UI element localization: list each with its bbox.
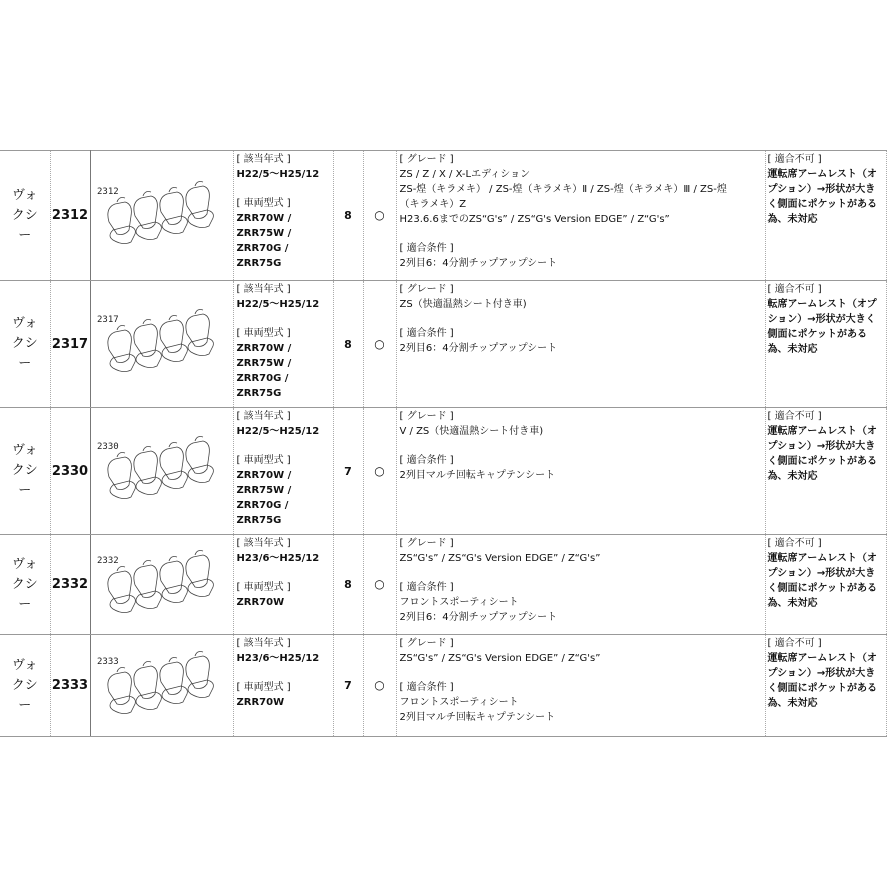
vehicle-info <box>233 535 333 635</box>
years-value: H23/6～H25/12 <box>236 653 320 664</box>
grade-item: ZS-煌（キラメキ） / ZS-煌（キラメキ）Ⅱ / ZS-煌（キラメキ）Ⅲ / ZS-煌 <box>399 184 727 195</box>
incompatible-note <box>765 281 886 408</box>
vehicle-type: ZRR70G / <box>236 500 289 511</box>
grade-conditions <box>396 408 765 535</box>
seat-diagram-cell <box>90 151 233 281</box>
model-name: ヴォクシー <box>11 187 38 243</box>
years-value: H22/5～H25/12 <box>236 299 320 310</box>
grade-item: ZS“G's” / ZS“G's Version EDGE” / Z“G's” <box>399 553 601 564</box>
vehicle-type: ZRR75W / <box>236 358 292 369</box>
condition-item: 2列目6：4分割チップアップシート <box>399 612 558 623</box>
model-name: ヴォクシー <box>11 443 38 498</box>
years-label: [ 該当年式 ] <box>236 538 291 549</box>
years-label: [ 該当年式 ] <box>236 284 291 295</box>
types-label: [ 車両型式 ] <box>236 328 291 339</box>
seat-diagram-cell <box>90 281 233 408</box>
condition-label: [ 適合条件 ] <box>399 455 454 466</box>
incompatible-text: 運転席アームレスト（オプション）→形状が大きく側面にポケットがある為、未対応 <box>767 426 877 482</box>
incompatible-text: 運転席アームレスト（オプション）→形状が大きく側面にポケットがある為、未対応 <box>767 553 877 609</box>
grade-item: ZS（快適温熱シート付き車) <box>399 299 527 310</box>
incompatible-label: [ 適合不可 ] <box>767 638 822 649</box>
incompatible-note <box>765 635 886 737</box>
grade-label: [ グレード ] <box>399 411 454 422</box>
model-name: ヴォクシー <box>11 657 38 713</box>
seat-count: 8 <box>333 151 363 281</box>
incompatible-text: 運転席アームレスト（オプション）→形状が大きく側面にポケットがある為、未対応 <box>767 653 877 709</box>
vehicle-type: ZRR70W / <box>236 213 292 224</box>
incompatible-note <box>765 535 886 635</box>
fit-mark: ○ <box>363 408 396 535</box>
fit-mark: ○ <box>363 535 396 635</box>
model-cell <box>0 151 50 281</box>
incompatible-note <box>765 151 886 281</box>
grade-conditions <box>396 535 765 635</box>
vehicle-type: ZRR70W <box>236 597 285 608</box>
diagram-label: 2333 <box>96 656 119 667</box>
seat-count: 8 <box>333 281 363 408</box>
table-row <box>0 408 886 535</box>
model-cell <box>0 408 50 535</box>
table-row <box>0 281 886 408</box>
grade-item: H23.6.6までのZS“G's” / ZS“G's Version EDGE” / Z“G's” <box>399 214 670 225</box>
table-row <box>0 151 886 281</box>
incompatible-text: 転席アームレスト（オプション）→形状が大きく側面にポケットがある為、未対応 <box>767 299 877 355</box>
years-label: [ 該当年式 ] <box>236 411 291 422</box>
years-value: H22/5～H25/12 <box>236 169 320 180</box>
seat-count: 7 <box>333 408 363 535</box>
diagram-label: 2330 <box>96 442 119 452</box>
grade-conditions <box>396 151 765 281</box>
years-value: H23/6～H25/12 <box>236 553 320 564</box>
grade-label: [ グレード ] <box>399 538 454 549</box>
grade-item: （キラメキ）Z <box>399 199 467 210</box>
condition-label: [ 適合条件 ] <box>399 582 454 593</box>
vehicle-type: ZRR70G / <box>236 373 289 384</box>
fit-mark: ○ <box>363 151 396 281</box>
product-code: 2330 <box>50 408 90 535</box>
condition-item: 2列目マルチ回転キャプテンシート <box>399 712 556 723</box>
grade-item: V / ZS（快適温熱シート付き車) <box>399 426 544 437</box>
condition-label: [ 適合条件 ] <box>399 328 454 339</box>
model-name: ヴォクシー <box>11 316 38 371</box>
seat-diagram-cell <box>90 535 233 635</box>
fit-mark: ○ <box>363 635 396 737</box>
vehicle-type: ZRR75G <box>236 388 282 399</box>
seat-diagram-cell <box>90 408 233 535</box>
seat-diagram-icon <box>95 541 229 629</box>
seat-count: 8 <box>333 535 363 635</box>
vehicle-type: ZRR75W / <box>236 485 292 496</box>
vehicle-type: ZRR75W / <box>236 228 292 239</box>
grade-conditions <box>396 635 765 737</box>
condition-item: 2列目6：4分割チップアップシート <box>399 343 558 354</box>
diagram-label: 2312 <box>96 186 119 197</box>
product-code: 2332 <box>50 535 90 635</box>
condition-label: [ 適合条件 ] <box>399 243 454 254</box>
incompatible-label: [ 適合不可 ] <box>767 538 822 549</box>
grade-item: ZS“G's” / ZS“G's Version EDGE” / Z“G's” <box>399 653 601 664</box>
fit-mark: ○ <box>363 281 396 408</box>
grade-item: ZS / Z / X / X-Lエディション <box>399 169 531 180</box>
model-cell <box>0 281 50 408</box>
model-name: ヴォクシー <box>11 556 38 612</box>
grade-label: [ グレード ] <box>399 284 454 295</box>
product-code: 2312 <box>50 151 90 281</box>
vehicle-info <box>233 635 333 737</box>
condition-item: フロントスポーティシート <box>399 597 519 608</box>
vehicle-type: ZRR70W / <box>236 470 292 481</box>
vehicle-type: ZRR75G <box>236 258 282 269</box>
condition-item: フロントスポーティシート <box>399 697 519 708</box>
incompatible-label: [ 適合不可 ] <box>767 284 822 295</box>
incompatible-note <box>765 408 886 535</box>
grade-label: [ グレード ] <box>399 638 454 649</box>
incompatible-text: 運転席アームレスト（オプション）→形状が大きく側面にポケットがある為、未対応 <box>767 169 877 225</box>
types-label: [ 車両型式 ] <box>236 582 291 593</box>
condition-item: 2列目マルチ回転キャプテンシート <box>399 470 556 481</box>
grade-label: [ グレード ] <box>399 154 454 165</box>
years-label: [ 該当年式 ] <box>236 638 291 649</box>
diagram-label: 2317 <box>96 315 119 325</box>
vehicle-type: ZRR70W <box>236 697 285 708</box>
model-cell <box>0 635 50 737</box>
diagram-label: 2332 <box>96 555 119 566</box>
seat-diagram-icon <box>95 172 229 260</box>
grade-conditions <box>396 281 765 408</box>
types-label: [ 車両型式 ] <box>236 455 291 466</box>
seat-count: 7 <box>333 635 363 737</box>
vehicle-type: ZRR70G / <box>236 243 289 254</box>
condition-item: 2列目6：4分割チップアップシート <box>399 258 558 269</box>
seat-diagram-cell <box>90 635 233 737</box>
seat-diagram-icon <box>95 642 229 730</box>
types-label: [ 車両型式 ] <box>236 198 291 209</box>
vehicle-type: ZRR75G <box>236 515 282 526</box>
fitment-table <box>0 150 887 737</box>
seat-diagram-icon <box>95 427 229 515</box>
years-label: [ 該当年式 ] <box>236 154 291 165</box>
seat-diagram-icon <box>95 300 229 388</box>
model-cell <box>0 535 50 635</box>
years-value: H22/5～H25/12 <box>236 426 320 437</box>
types-label: [ 車両型式 ] <box>236 682 291 693</box>
vehicle-info <box>233 408 333 535</box>
vehicle-info <box>233 281 333 408</box>
vehicle-info <box>233 151 333 281</box>
table-row <box>0 635 886 737</box>
product-code: 2333 <box>50 635 90 737</box>
incompatible-label: [ 適合不可 ] <box>767 411 822 422</box>
vehicle-type: ZRR70W / <box>236 343 292 354</box>
product-code: 2317 <box>50 281 90 408</box>
incompatible-label: [ 適合不可 ] <box>767 154 822 165</box>
table-row <box>0 535 886 635</box>
condition-label: [ 適合条件 ] <box>399 682 454 693</box>
